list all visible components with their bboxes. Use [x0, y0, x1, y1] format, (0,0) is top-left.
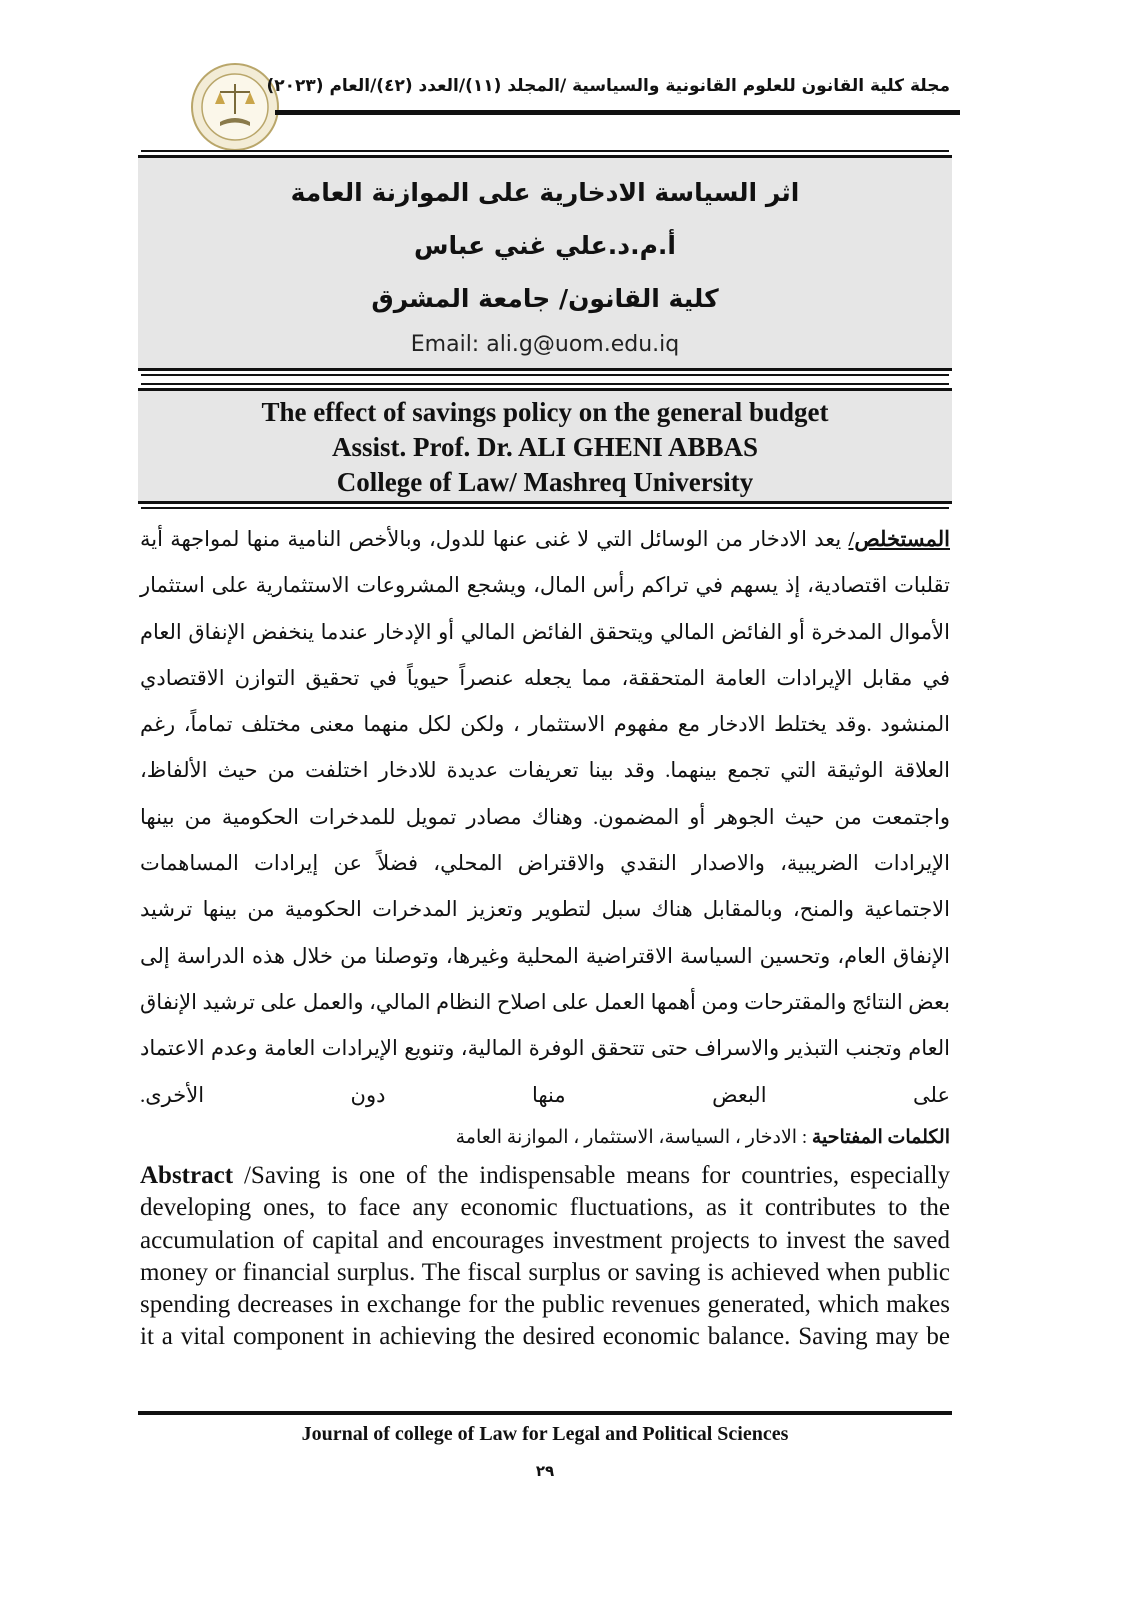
english-paper-title: The effect of savings policy on the general budget — [261, 397, 829, 427]
arabic-keywords — [140, 1122, 950, 1154]
english-affiliation: College of Law/ Mashreq University — [336, 467, 754, 497]
english-title-box — [138, 388, 952, 504]
keywords-text: : الادخار ، السياسة، الاستثمار ، الموازنة العامة — [455, 1127, 812, 1148]
keywords-label: الكلمات المفتاحية — [811, 1127, 950, 1148]
arabic-title-box — [138, 155, 952, 371]
page-number: ٢٩ — [535, 1462, 555, 1480]
arabic-abstract — [140, 516, 950, 1118]
page-header — [190, 62, 960, 152]
footer-journal-title: Journal of college of Law for Legal and Political Sciences — [301, 1423, 789, 1445]
arabic-paper-title: اثر السياسة الادخارية على الموازنة العامة — [290, 178, 800, 207]
english-author: Assist. Prof. Dr. ALI GHENI ABBAS — [331, 432, 759, 462]
arabic-abstract-text: يعد الادخار من الوسائل التي لا غنى عنها للدول، وبالأخص النامية منها لمواجهة أية تقلبات اقتصادية، إذ يسهم في تراكم رأس المال، ويشجع المشروعات الاستثمارية على استثمار الأموال المدخرة أو الفائض المالي ويتحقق الفائض المالي أو الإدخار عندما ينخفض الإنفاق العام في مقابل الإيرادات العامة المتحققة، مما يجعله عنصراً حيوياً في تحقيق التوازن الاقتصادي المنشود .وقد يختلط الادخار مع مفهوم الاستثمار ، ولكن لكل منهما معنى مختلف تماماً، رغم العلاقة الوثيقة التي تجمع بينهما. وقد بينا تعريفات عديدة للادخار اختلفت من حيث الألفاظ، واجتمعت من حيث الجوهر أو المضمون. وهناك مصادر تمويل للمدخرات الحكومية من بينها الإيرادات الضريبية، والاصدار النقدي والاقتراض المحلي، فضلاً عن إيرادات المساهمات الاجتماعية والمنح، وبالمقابل هناك سبل لتطوير وتعزيز المدخرات الحكومية من بينها ترشيد الإنفاق العام، وتحسين السياسة الاقتراضية المحلية وغيرها، وتوصلنا من خلال هذه الدراسة إلى بعض النتائج والمقترحات ومن أهمها العمل على اصلاح النظام المالي، والعمل على ترشيد الإنفاق العام وتجنب التبذير والاسراف حتى تتحقق الوفرة المالية، وتنويع الإيرادات العامة وعدم الاعتماد على البعض منها دون الأخرى. — [140, 527, 950, 1107]
english-abstract — [140, 1160, 950, 1354]
arabic-affiliation: كلية القانون/ جامعة المشرق — [371, 284, 719, 313]
arabic-abstract-label: المستخلص/ — [848, 527, 950, 551]
footer-rule — [138, 1411, 952, 1415]
header-rule — [275, 110, 960, 115]
arabic-author: أ.م.د.علي غني عباس — [414, 231, 676, 260]
english-abstract-text: /Saving is one of the indispensable means for countries, especially developing ones, to face any economic fluctuations, as it contributes to the accumulation of capital and encourages investment projects to invest the saved money or financial surplus. The fiscal surplus or saving is achieved when public spending decreases in exchange for the public revenues generated, which makes it a vital component in achieving the desired economic balance. Saving may be — [140, 1162, 950, 1351]
journal-header-arabic: مجلة كلية القانون للعلوم القانونية والسياسية /المجلد (١١)/العدد (٤٢)/العام (٢٠٢٣) — [266, 76, 950, 96]
author-email: Email: ali.g@uom.edu.iq — [410, 332, 680, 357]
english-abstract-label: Abstract — [140, 1162, 234, 1189]
